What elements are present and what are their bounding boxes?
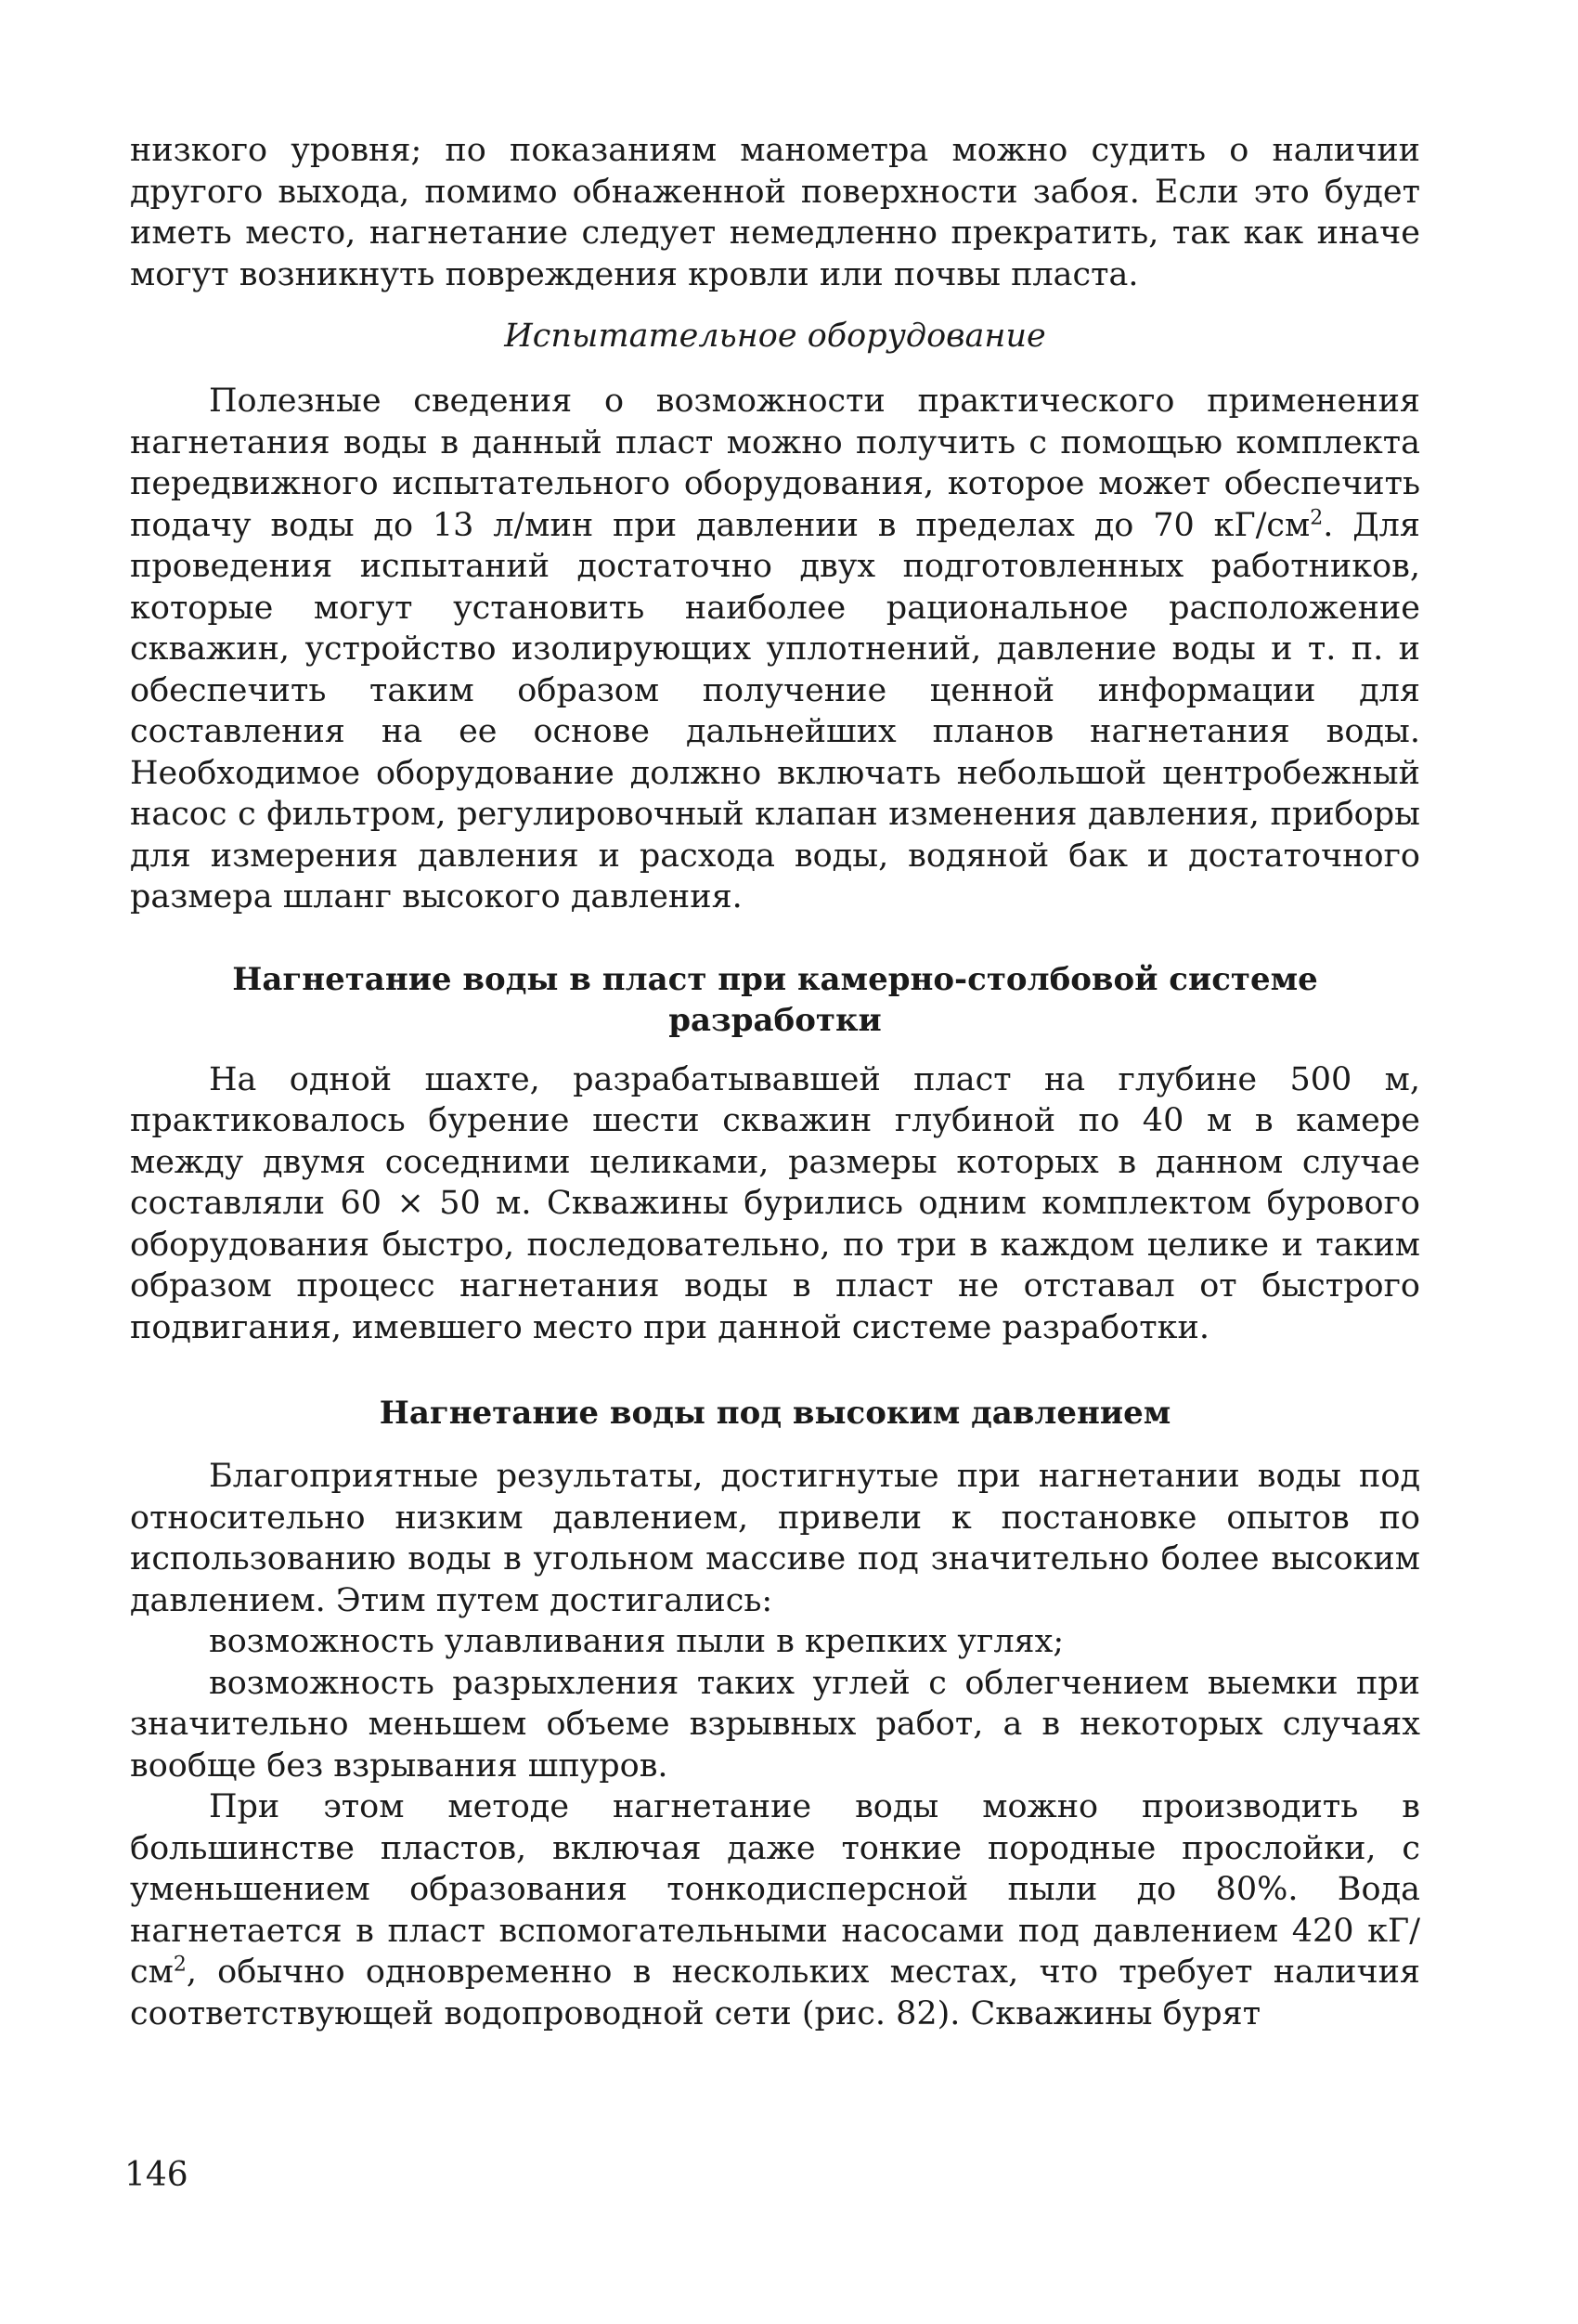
paragraph-text: Полезные сведения о возможности практического применения нагнетания воды в данный пласт можно получить с помощью комплекта передвижного испытательного оборудования, которое может обеспечить подачу воды до 13 л/мин при давлении в пределах до 70 кГ/см [130,383,1420,544]
paragraph-high-pressure-method [130,1786,1420,2034]
heading-high-pressure: Нагнетание воды под высоким давлением [379,1395,1171,1432]
paragraph-room-and-pillar: На одной шахте, разрабатывавшей пласт на глубине 500 м, практиковалось бурение шести скважин глубиной по 40 м в камере между двумя соседними целиками, размеры которых в данном случае составляли 60 × 50 м. Скважины бурились одним комплектом бурового оборудования быстро, последовательно, по три в каждом целике и таким образом процесс нагнетания воды в пласт не отставал от быстрого подвигания, имевшего место при данной системе разработки. [130,1060,1420,1346]
heading-test-equipment: Испытательное оборудование [504,318,1046,355]
paragraph-high-pressure-intro: Благоприятные результаты, достигнутые при нагнетании воды под относительно низким давлением, привели к постановке опытов по использованию воды в угольном массиве под значительно более высоким давлением. Этим путем достигались: [130,1458,1420,1619]
page-number: 146 [124,2156,188,2194]
heading-room-and-pillar: Нагнетание воды в пласт при камерно-столбовой системе разработки [232,960,1318,1039]
page-body [130,130,1420,2034]
paragraph-continuation: низкого уровня; по показаниям манометра можно судить о наличии другого выхода, помимо обнаженной поверхности забоя. Если это будет иметь место, нагнетание следует немедленно прекратить, так как иначе могут возникнуть повреждения кровли или почвы пласта. [130,132,1420,293]
superscript: 2 [1310,505,1324,529]
paragraph-text: При этом методе нагнетание воды можно производить в большинстве пластов, включая даже тонкие породные прослойки, с уменьшением образования тонкодисперсной пыли до 80%. Вода нагнетается в пласт вспомогательными насосами под давлением 420 кГ/см [130,1788,1420,1991]
superscript: 2 [173,1953,187,1977]
paragraph-test-equipment [130,381,1420,918]
paragraph-text: . Для проведения испытаний достаточно двух подготовленных работников, которые могут установить наиболее рациональное расположение скважин, устройство изолирующих уплотнений, давление воды и т. п. и обеспечить таким образом получение ценной информации для составления на ее основе дальнейших планов нагнетания воды. Необходимое оборудование должно включать небольшой центробежный насос с фильтром, регулировочный клапан изменения давления, приборы для измерения давления и расхода воды, водяной бак и достаточного размера шланг высокого давления. [130,506,1420,915]
list-item: возможность улавливания пыли в крепких углях; [209,1623,1065,1660]
list-item: возможность разрыхления таких углей с облегчением выемки при значительно меньшем объеме взрывных работ, а в некоторых случаях вообще без взрывания шпуров. [130,1664,1420,1785]
paragraph-text: , обычно одновременно в нескольких местах, что требует наличия соответствующей водопроводной сети (рис. 82). Скважины бурят [130,1954,1420,2032]
